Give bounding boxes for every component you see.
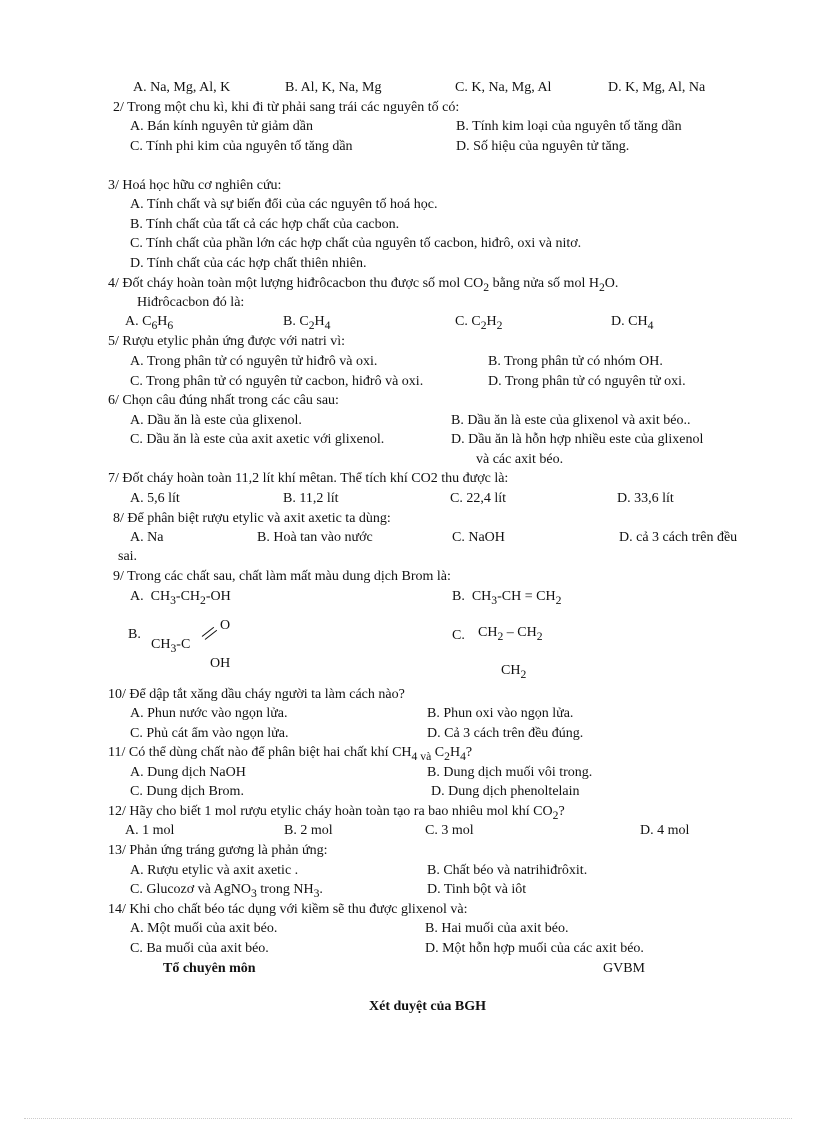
q9-option-d-top: $CH_2 - CH_2$ xyxy=(478,625,543,643)
q2-option-c: C. Tính phi kim của nguyên tố tăng dần xyxy=(130,139,353,154)
q10-option-c: C. Phủ cát ẩm vào ngọn lửa. xyxy=(130,726,289,741)
q8-option-c: C. NaOH xyxy=(452,530,505,545)
q14-option-d: D. Một hỗn hợp muối của các axit béo. xyxy=(425,941,644,956)
q3-option-a: A. Tính chất và sự biến đổi của các nguyên tố hoá học. xyxy=(130,197,438,212)
q9-option-d-bottom: $CH_2$ xyxy=(501,663,527,681)
q13-option-d: D. Tinh bột và iôt xyxy=(427,882,527,897)
q5-option-c: C. Trong phân tử có nguyên tử cacbon, hiđrô và oxi. xyxy=(130,374,424,389)
q9-option-c-oxygen: O xyxy=(220,618,231,633)
q9-stem: 9/ Trong các chất sau, chất làm mất màu dung dịch Brom là: xyxy=(113,569,451,584)
q3-option-c: C. Tính chất của phần lớn các hợp chất của nguyên tố cacbon, hiđrô, oxi và nitơ. xyxy=(130,236,582,251)
q3-stem: 3/ Hoá học hữu cơ nghiên cứu: xyxy=(108,178,282,193)
q9-option-a: A. $CH_3-CH_2-OH$ xyxy=(130,589,231,607)
q4-stem: 4/ Đốt cháy hoàn toàn một lượng hiđrôcacbon thu được số mol $CO_2$ bằng nửa số mol $H_2O$. xyxy=(108,276,619,294)
q2-option-a: A. Bán kính nguyên tử giảm dần xyxy=(130,119,313,134)
q12-stem: 12/ Hãy cho biết 1 mol rượu etylic cháy hoàn toàn tạo ra bao nhiêu mol khí $CO_2$? xyxy=(108,804,565,822)
q9-option-d-label: C. xyxy=(452,628,465,643)
q2-stem: 2/ Trong một chu kì, khi đi từ phải sang trái các nguyên tố có: xyxy=(113,100,460,115)
q7-option-b: B. 11,2 lít xyxy=(283,491,339,506)
q4-option-a: A. $C_6H_6$ xyxy=(125,314,174,332)
q11-option-c: C. Dung dịch Brom. xyxy=(130,784,244,799)
q5-option-a: A. Trong phân tử có nguyên tử hiđrô và oxi. xyxy=(130,354,378,369)
footer-teacher: GVBM xyxy=(603,961,646,976)
q9-option-c-label: B. xyxy=(128,627,141,642)
q1-option-d: D. K, Mg, Al, Na xyxy=(608,80,706,95)
q9-option-c-formula: $CH_3-C$ xyxy=(151,637,191,655)
q5-option-d: D. Trong phân tử có nguyên tử oxi. xyxy=(488,374,686,389)
q10-option-d: D. Cả 3 cách trên đều đúng. xyxy=(427,726,584,741)
q12-option-b: B. 2 mol xyxy=(284,823,333,838)
q11-stem: 11/ Có thể dùng chất nào để phân biệt hai chất khí $CH_{4 và}$ $C_2H_4$? xyxy=(108,745,473,763)
q7-option-c: C. 22,4 lít xyxy=(450,491,507,506)
q2-option-d: D. Số hiệu của nguyên tử tăng. xyxy=(456,139,630,154)
q6-option-c: C. Dầu ăn là este của axit axetic với glixenol. xyxy=(130,432,385,447)
q13-option-a: A. Rượu etylic và axit axetic . xyxy=(130,863,299,878)
q1-option-c: C. K, Na, Mg, Al xyxy=(455,80,552,95)
footer-approval: Xét duyệt của BGH xyxy=(369,999,487,1014)
q6-option-a: A. Dầu ăn là este của glixenol. xyxy=(130,413,302,428)
q8-option-a: A. Na xyxy=(130,530,164,545)
q13-stem: 13/ Phản ứng tráng gương là phản ứng: xyxy=(108,843,328,858)
q14-stem: 14/ Khi cho chất béo tác dụng với kiềm sẽ thu được glixenol và: xyxy=(108,902,468,917)
q4-stem-line2: Hiđrôcacbon đó là: xyxy=(137,295,245,310)
q4-option-c: C. $C_2H_2$ xyxy=(455,314,503,332)
q6-option-b: B. Dầu ăn là este của glixenol và axit béo.. xyxy=(451,413,691,428)
q5-option-b: B. Trong phân tử có nhóm OH. xyxy=(488,354,663,369)
q10-stem: 10/ Để dập tắt xăng dầu cháy người ta làm cách nào? xyxy=(108,687,405,702)
page-bottom-divider xyxy=(24,1118,792,1119)
q12-option-a: A. 1 mol xyxy=(125,823,175,838)
q9-option-c-hydroxyl: OH xyxy=(210,656,231,671)
q9-option-b: B. $CH_3-CH = CH_2$ xyxy=(452,589,562,607)
q7-option-d: D. 33,6 lít xyxy=(617,491,674,506)
q14-option-b: B. Hai muối của axit béo. xyxy=(425,921,569,936)
q4-option-d: D. $CH_4$ xyxy=(611,314,654,332)
q1-option-a: A. Na, Mg, Al, K xyxy=(133,80,231,95)
q13-option-c: C. Glucozơ và AgNO$_3$ trong $NH_3$. xyxy=(130,882,323,900)
q3-option-b: B. Tính chất của tất cả các hợp chất của cacbon. xyxy=(130,217,400,232)
q13-option-b: B. Chất béo và natrihiđrôxit. xyxy=(427,863,588,878)
q3-option-d: D. Tính chất của các hợp chất thiên nhiên. xyxy=(130,256,367,271)
q14-option-c: C. Ba muối của axit béo. xyxy=(130,941,269,956)
q6-option-d-line2: và các axit béo. xyxy=(476,452,564,467)
footer-department: Tổ chuyên môn xyxy=(163,961,256,976)
q10-option-b: B. Phun oxi vào ngọn lửa. xyxy=(427,706,574,721)
q8-stem: 8/ Để phân biệt rượu etylic và axit axetic ta dùng: xyxy=(113,511,391,526)
q6-stem: 6/ Chọn câu đúng nhất trong các câu sau: xyxy=(108,393,339,408)
q14-option-a: A. Một muối của axit béo. xyxy=(130,921,278,936)
q10-option-a: A. Phun nước vào ngọn lửa. xyxy=(130,706,288,721)
q2-option-b: B. Tính kim loại của nguyên tố tăng dần xyxy=(456,119,682,134)
q8-option-d-line2: sai. xyxy=(118,549,138,564)
q7-option-a: A. 5,6 lít xyxy=(130,491,180,506)
q7-stem: 7/ Đốt cháy hoàn toàn 11,2 lít khí mêtan. Thể tích khí CO2 thu được là: xyxy=(108,471,509,486)
q8-option-d: D. cả 3 cách trên đều xyxy=(619,530,738,545)
q1-option-b: B. Al, K, Na, Mg xyxy=(285,80,382,95)
q8-option-b: B. Hoà tan vào nước xyxy=(257,530,373,545)
q5-stem: 5/ Rượu etylic phản ứng được với natri vì: xyxy=(108,334,346,349)
q11-option-b: B. Dung dịch muối vôi trong. xyxy=(427,765,593,780)
q11-option-d: D. Dung dịch phenoltelain xyxy=(431,784,580,799)
q12-option-c: C. 3 mol xyxy=(425,823,474,838)
q6-option-d: D. Dầu ăn là hỗn hợp nhiều este của glixenol xyxy=(451,432,704,447)
q4-option-b: B. $C_2H_4$ xyxy=(283,314,331,332)
q11-option-a: A. Dung dịch NaOH xyxy=(130,765,246,780)
q12-option-d: D. 4 mol xyxy=(640,823,690,838)
